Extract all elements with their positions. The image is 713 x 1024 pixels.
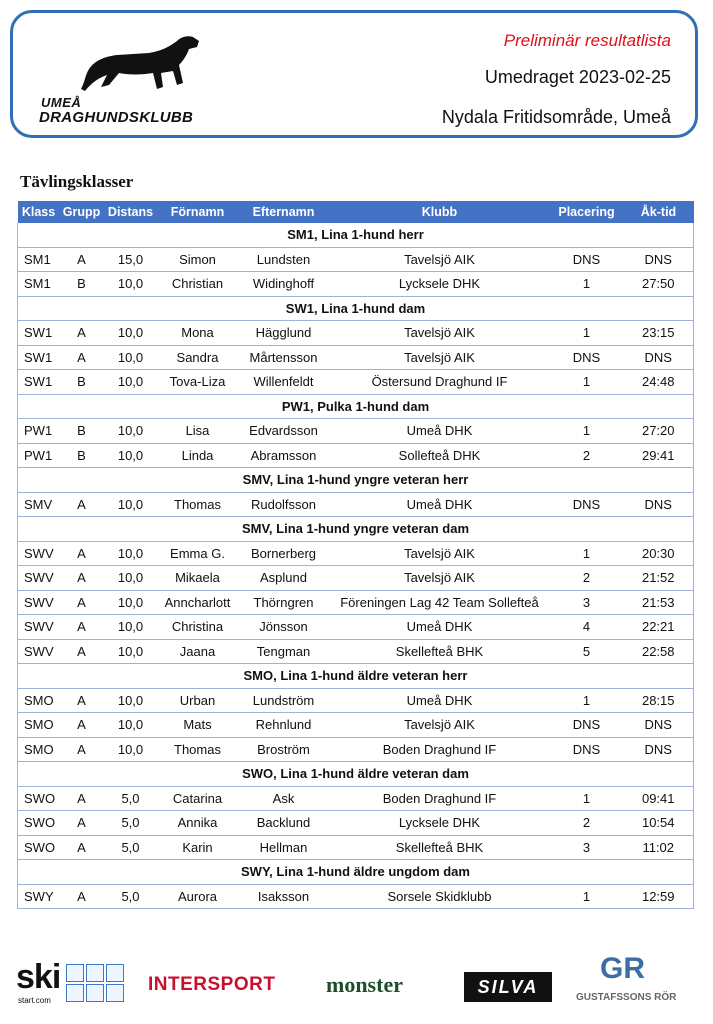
dog-silhouette-icon xyxy=(79,33,209,95)
cell-klubb: Umeå DHK xyxy=(330,419,550,444)
group-header-row xyxy=(18,296,694,321)
cell-fornamn: Mona xyxy=(158,321,238,346)
cell-klubb: Tavelsjö AIK xyxy=(330,321,550,346)
group-header-row xyxy=(18,468,694,493)
sport-icon xyxy=(86,964,104,982)
cell-klubb: Boden Draghund IF xyxy=(330,786,550,811)
results-body xyxy=(18,223,694,909)
cell-grupp: B xyxy=(60,370,104,395)
cell-grupp: A xyxy=(60,247,104,272)
cell-grupp: A xyxy=(60,688,104,713)
cell-klass: SWV xyxy=(18,615,60,640)
cell-klubb: Tavelsjö AIK xyxy=(330,247,550,272)
table-row xyxy=(18,884,694,909)
section-title: Tävlingsklasser xyxy=(20,172,134,191)
cell-placering: 1 xyxy=(550,884,624,909)
table-row xyxy=(18,835,694,860)
cell-klubb: Boden Draghund IF xyxy=(330,737,550,762)
cell-fornamn: Christian xyxy=(158,272,238,297)
group-title: SMV, Lina 1-hund yngre veteran dam xyxy=(18,517,694,542)
group-title: SMO, Lina 1-hund äldre veteran herr xyxy=(18,664,694,689)
group-title: SWO, Lina 1-hund äldre veteran dam xyxy=(18,762,694,787)
cell-aktid: 21:52 xyxy=(624,566,694,591)
cell-klass: SMO xyxy=(18,713,60,738)
cell-klass: SWV xyxy=(18,590,60,615)
table-row xyxy=(18,321,694,346)
table-row xyxy=(18,713,694,738)
cell-klass: SMO xyxy=(18,737,60,762)
cell-placering: 1 xyxy=(550,370,624,395)
cell-placering: 2 xyxy=(550,443,624,468)
cell-fornamn: Aurora xyxy=(158,884,238,909)
cell-distans: 15,0 xyxy=(104,247,158,272)
cell-klubb: Lycksele DHK xyxy=(330,811,550,836)
cell-placering: 1 xyxy=(550,419,624,444)
table-row xyxy=(18,272,694,297)
group-title: PW1, Pulka 1-hund dam xyxy=(18,394,694,419)
cell-efternamn: Edvardsson xyxy=(238,419,330,444)
gr-logo-sub: GUSTAFSSONS RÖR xyxy=(576,992,677,1003)
table-row xyxy=(18,443,694,468)
cell-efternamn: Lundström xyxy=(238,688,330,713)
gr-logo: GR xyxy=(600,952,645,985)
group-header-row xyxy=(18,860,694,885)
cell-placering: 1 xyxy=(550,688,624,713)
cell-distans: 10,0 xyxy=(104,615,158,640)
logo-text-club: DRAGHUNDSKLUBB xyxy=(39,109,194,126)
group-header-row xyxy=(18,394,694,419)
cell-klubb: Tavelsjö AIK xyxy=(330,345,550,370)
cell-grupp: B xyxy=(60,272,104,297)
cell-grupp: A xyxy=(60,835,104,860)
cell-efternamn: Thörngren xyxy=(238,590,330,615)
cell-distans: 10,0 xyxy=(104,639,158,664)
cell-efternamn: Bornerberg xyxy=(238,541,330,566)
club-logo xyxy=(39,33,219,133)
cell-efternamn: Ask xyxy=(238,786,330,811)
cell-grupp: A xyxy=(60,541,104,566)
cell-grupp: A xyxy=(60,811,104,836)
cell-klubb: Tavelsjö AIK xyxy=(330,713,550,738)
cell-aktid: 27:50 xyxy=(624,272,694,297)
table-row xyxy=(18,811,694,836)
event-venue: Nydala Fritidsområde, Umeå xyxy=(441,107,671,127)
cell-aktid: 24:48 xyxy=(624,370,694,395)
cell-klubb: Sorsele Skidklubb xyxy=(330,884,550,909)
cell-distans: 10,0 xyxy=(104,541,158,566)
cell-aktid: DNS xyxy=(624,345,694,370)
table-row xyxy=(18,419,694,444)
cell-aktid: 22:21 xyxy=(624,615,694,640)
cell-efternamn: Jönsson xyxy=(238,615,330,640)
cell-klass: SMO xyxy=(18,688,60,713)
sport-icon xyxy=(106,964,124,982)
table-row xyxy=(18,247,694,272)
cell-klass: SWY xyxy=(18,884,60,909)
cell-fornamn: Simon xyxy=(158,247,238,272)
cell-fornamn: Tova-Liza xyxy=(158,370,238,395)
cell-fornamn: Christina xyxy=(158,615,238,640)
sponsor-bar xyxy=(0,952,713,1012)
sport-icon xyxy=(86,984,104,1002)
cell-placering: 1 xyxy=(550,541,624,566)
cell-klubb: Östersund Draghund IF xyxy=(330,370,550,395)
cell-aktid: 28:15 xyxy=(624,688,694,713)
cell-distans: 10,0 xyxy=(104,272,158,297)
cell-aktid: 23:15 xyxy=(624,321,694,346)
col-header-grupp: Grupp xyxy=(60,201,104,223)
cell-efternamn: Widinghoff xyxy=(238,272,330,297)
cell-fornamn: Emma G. xyxy=(158,541,238,566)
cell-fornamn: Sandra xyxy=(158,345,238,370)
cell-klass: SM1 xyxy=(18,272,60,297)
cell-klass: SWO xyxy=(18,786,60,811)
cell-klass: SW1 xyxy=(18,370,60,395)
cell-placering: 1 xyxy=(550,786,624,811)
col-header-efternamn: Efternamn xyxy=(238,201,330,223)
col-header-distans: Distans xyxy=(104,201,158,223)
table-header-row xyxy=(18,201,694,223)
cell-fornamn: Linda xyxy=(158,443,238,468)
cell-grupp: B xyxy=(60,419,104,444)
cell-placering: DNS xyxy=(550,345,624,370)
sport-icon xyxy=(106,984,124,1002)
monster-logo: monster xyxy=(326,972,403,997)
cell-grupp: A xyxy=(60,615,104,640)
table-row xyxy=(18,370,694,395)
cell-klass: SW1 xyxy=(18,345,60,370)
sport-icon xyxy=(66,984,84,1002)
col-header-aktid: Åk-tid xyxy=(624,201,694,223)
cell-efternamn: Rehnlund xyxy=(238,713,330,738)
group-header-row xyxy=(18,664,694,689)
cell-aktid: DNS xyxy=(624,737,694,762)
cell-distans: 10,0 xyxy=(104,688,158,713)
cell-fornamn: Mikaela xyxy=(158,566,238,591)
cell-placering: 4 xyxy=(550,615,624,640)
cell-klubb: Tavelsjö AIK xyxy=(330,566,550,591)
cell-aktid: DNS xyxy=(624,713,694,738)
cell-grupp: A xyxy=(60,566,104,591)
cell-klass: SW1 xyxy=(18,321,60,346)
cell-grupp: B xyxy=(60,443,104,468)
preliminary-label: Preliminär resultatlista xyxy=(503,31,671,50)
cell-efternamn: Lundsten xyxy=(238,247,330,272)
cell-placering: 2 xyxy=(550,566,624,591)
cell-distans: 5,0 xyxy=(104,835,158,860)
skistart-logo-sub: start.com xyxy=(18,996,51,1005)
cell-aktid: 10:54 xyxy=(624,811,694,836)
cell-klass: SM1 xyxy=(18,247,60,272)
cell-distans: 10,0 xyxy=(104,443,158,468)
cell-placering: 5 xyxy=(550,639,624,664)
skistart-icons xyxy=(66,964,126,1002)
cell-klass: SWO xyxy=(18,811,60,836)
cell-placering: DNS xyxy=(550,737,624,762)
cell-fornamn: Annika xyxy=(158,811,238,836)
group-title: SW1, Lina 1-hund dam xyxy=(18,296,694,321)
cell-placering: DNS xyxy=(550,492,624,517)
table-row xyxy=(18,639,694,664)
group-header-row xyxy=(18,517,694,542)
cell-distans: 10,0 xyxy=(104,370,158,395)
cell-klass: SWV xyxy=(18,541,60,566)
table-row xyxy=(18,615,694,640)
cell-efternamn: Rudolfsson xyxy=(238,492,330,517)
cell-grupp: A xyxy=(60,321,104,346)
cell-distans: 10,0 xyxy=(104,713,158,738)
cell-grupp: A xyxy=(60,737,104,762)
cell-efternamn: Hägglund xyxy=(238,321,330,346)
table-row xyxy=(18,590,694,615)
group-title: SM1, Lina 1-hund herr xyxy=(18,223,694,247)
cell-placering: 2 xyxy=(550,811,624,836)
cell-distans: 10,0 xyxy=(104,345,158,370)
sport-icon xyxy=(66,964,84,982)
group-title: SWY, Lina 1-hund äldre ungdom dam xyxy=(18,860,694,885)
cell-klubb: Umeå DHK xyxy=(330,492,550,517)
cell-grupp: A xyxy=(60,345,104,370)
cell-aktid: 12:59 xyxy=(624,884,694,909)
cell-distans: 10,0 xyxy=(104,590,158,615)
col-header-fornamn: Förnamn xyxy=(158,201,238,223)
cell-grupp: A xyxy=(60,713,104,738)
cell-grupp: A xyxy=(60,786,104,811)
cell-aktid: 20:30 xyxy=(624,541,694,566)
skistart-logo: ski xyxy=(16,958,61,996)
cell-fornamn: Karin xyxy=(158,835,238,860)
logo-text-umea: UMEÅ xyxy=(41,95,82,110)
cell-distans: 10,0 xyxy=(104,419,158,444)
results-table xyxy=(17,201,694,909)
cell-efternamn: Hellman xyxy=(238,835,330,860)
cell-aktid: 27:20 xyxy=(624,419,694,444)
cell-efternamn: Asplund xyxy=(238,566,330,591)
col-header-klubb: Klubb xyxy=(330,201,550,223)
cell-distans: 10,0 xyxy=(104,492,158,517)
cell-distans: 10,0 xyxy=(104,321,158,346)
cell-distans: 10,0 xyxy=(104,737,158,762)
cell-fornamn: Thomas xyxy=(158,492,238,517)
cell-grupp: A xyxy=(60,884,104,909)
cell-grupp: A xyxy=(60,492,104,517)
cell-aktid: DNS xyxy=(624,247,694,272)
col-header-klass: Klass xyxy=(18,201,60,223)
cell-fornamn: Catarina xyxy=(158,786,238,811)
table-row xyxy=(18,345,694,370)
cell-distans: 5,0 xyxy=(104,884,158,909)
cell-efternamn: Willenfeldt xyxy=(238,370,330,395)
cell-aktid: 29:41 xyxy=(624,443,694,468)
cell-placering: DNS xyxy=(550,713,624,738)
cell-efternamn: Isaksson xyxy=(238,884,330,909)
cell-efternamn: Mårtensson xyxy=(238,345,330,370)
col-header-placering: Placering xyxy=(550,201,624,223)
cell-grupp: A xyxy=(60,590,104,615)
cell-placering: 1 xyxy=(550,272,624,297)
cell-klubb: Lycksele DHK xyxy=(330,272,550,297)
cell-klass: SWO xyxy=(18,835,60,860)
cell-efternamn: Abramsson xyxy=(238,443,330,468)
cell-klass: SWV xyxy=(18,639,60,664)
cell-fornamn: Mats xyxy=(158,713,238,738)
cell-klubb: Skellefteå BHK xyxy=(330,835,550,860)
cell-placering: 3 xyxy=(550,835,624,860)
cell-aktid: DNS xyxy=(624,492,694,517)
cell-klass: PW1 xyxy=(18,419,60,444)
group-header-row xyxy=(18,762,694,787)
cell-aktid: 11:02 xyxy=(624,835,694,860)
table-row xyxy=(18,688,694,713)
cell-placering: 1 xyxy=(550,321,624,346)
table-row xyxy=(18,541,694,566)
cell-placering: DNS xyxy=(550,247,624,272)
cell-distans: 5,0 xyxy=(104,786,158,811)
cell-distans: 5,0 xyxy=(104,811,158,836)
group-title: SMV, Lina 1-hund yngre veteran herr xyxy=(18,468,694,493)
cell-fornamn: Thomas xyxy=(158,737,238,762)
cell-distans: 10,0 xyxy=(104,566,158,591)
cell-efternamn: Tengman xyxy=(238,639,330,664)
event-title: Umedraget 2023-02-25 xyxy=(484,67,671,87)
cell-klubb: Umeå DHK xyxy=(330,615,550,640)
cell-fornamn: Anncharlott xyxy=(158,590,238,615)
cell-aktid: 22:58 xyxy=(624,639,694,664)
intersport-logo: INTERSPORT xyxy=(148,974,276,995)
cell-efternamn: Backlund xyxy=(238,811,330,836)
cell-klubb: Umeå DHK xyxy=(330,688,550,713)
cell-aktid: 09:41 xyxy=(624,786,694,811)
header-box xyxy=(10,10,698,138)
table-row xyxy=(18,566,694,591)
silva-logo: SILVA xyxy=(464,972,552,1002)
group-header-row xyxy=(18,223,694,247)
cell-fornamn: Lisa xyxy=(158,419,238,444)
cell-klubb: Sollefteå DHK xyxy=(330,443,550,468)
cell-fornamn: Jaana xyxy=(158,639,238,664)
cell-aktid: 21:53 xyxy=(624,590,694,615)
cell-placering: 3 xyxy=(550,590,624,615)
cell-klass: SWV xyxy=(18,566,60,591)
cell-klubb: Föreningen Lag 42 Team Sollefteå xyxy=(330,590,550,615)
table-row xyxy=(18,737,694,762)
cell-klubb: Tavelsjö AIK xyxy=(330,541,550,566)
cell-efternamn: Broström xyxy=(238,737,330,762)
cell-grupp: A xyxy=(60,639,104,664)
table-row xyxy=(18,786,694,811)
cell-klubb: Skellefteå BHK xyxy=(330,639,550,664)
cell-fornamn: Urban xyxy=(158,688,238,713)
table-row xyxy=(18,492,694,517)
cell-klass: SMV xyxy=(18,492,60,517)
cell-klass: PW1 xyxy=(18,443,60,468)
